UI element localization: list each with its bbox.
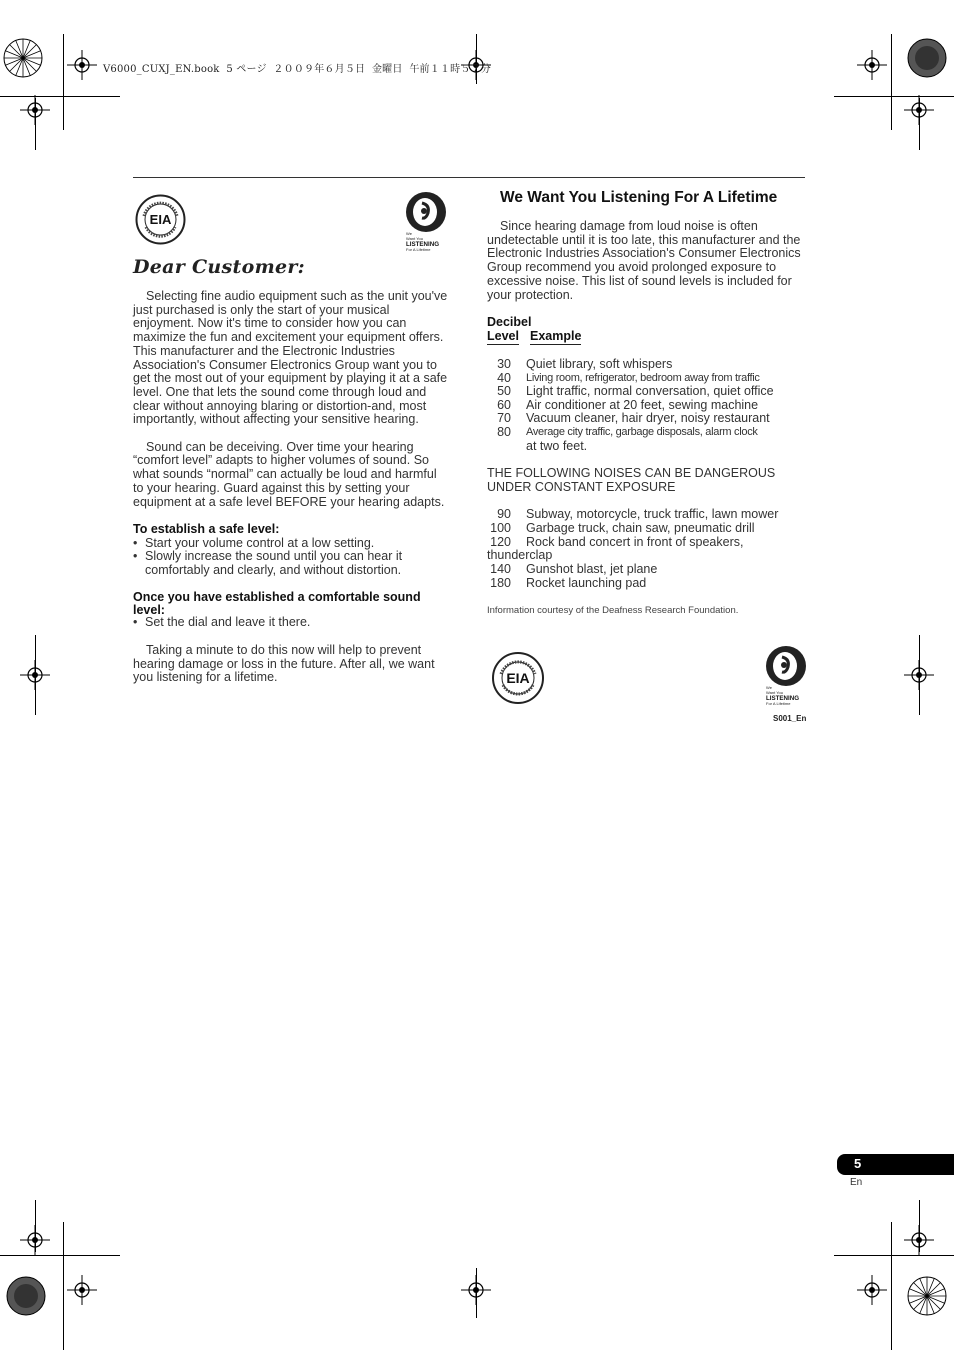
list-item: • Start your volume control at a low setting. <box>133 535 375 550</box>
svg-text:We: We <box>406 231 412 236</box>
listening-for-a-lifetime-logo <box>762 645 810 707</box>
left-column <box>133 290 449 685</box>
listening-for-a-lifetime-logo <box>402 191 450 253</box>
page-number: 5 <box>854 1156 862 1171</box>
svg-text:LISTENING: LISTENING <box>406 241 440 248</box>
bullet-icon: • <box>133 535 138 550</box>
closing-paragraph: Taking a minute to do this now will help to prevent hearing damage or loss in the future. After all, we want you listening for a lifetime. <box>133 642 435 685</box>
print-header-stamp: V6000_CUXJ_EN.book 5 ページ ２００９年６月５日 金曜日 午前１１時５７分 <box>103 64 491 75</box>
column-header-decibel: Decibel <box>487 315 532 329</box>
svg-text:EIA: EIA <box>149 212 172 227</box>
bullet-icon: • <box>133 615 138 630</box>
comfortable-level-heading: Once you have established a comfortable sound level: <box>133 590 421 617</box>
registration-mark-icon <box>857 50 887 80</box>
danger-heading: THE FOLLOWING NOISES CAN BE DANGEROUS UNDER CONSTANT EXPOSURE <box>487 466 776 494</box>
registration-mark-icon <box>67 1275 97 1305</box>
color-rosette-icon <box>907 1276 947 1316</box>
safe-level-heading: To establish a safe level: <box>133 521 280 536</box>
salutation: Dear Customer: <box>133 256 305 278</box>
page-number-tab <box>837 1154 954 1175</box>
registration-mark-icon <box>20 660 50 690</box>
color-rosette-icon <box>3 38 43 78</box>
deceiving-paragraph: Sound can be deceiving. Over time your hearing “comfort level” adapts to higher volumes of sound. So what sounds “normal” can actually be loud and harmful to your hearing. Guard against this by setting your equipment at a safe level BEFORE your hearing adapts. <box>133 439 445 509</box>
eia-logo <box>491 650 545 706</box>
source-footnote: Information courtesy of the Deafness Research Foundation. <box>487 605 739 616</box>
intro-paragraph: Selecting fine audio equipment such as the unit you've just purchased is only the start of your musical enjoyment. Now it's time to consider how you can maximize the fun and excitement your equipment offers. This manufacturer and the Electronic Industries Association's Consumer Electronics Group want you to get the most out of your equipment by playing it at a safe level. One that lets the sound come through loud and clear without annoying blaring or distortion-and, most importantly, without affecting your sensitive hearing. <box>133 289 448 427</box>
registration-mark-icon <box>461 1275 491 1305</box>
registration-mark-icon <box>20 95 50 125</box>
document-code: S001_En <box>773 714 807 723</box>
top-rule <box>133 177 805 178</box>
section-title: We Want You Listening For A Lifetime <box>500 189 778 206</box>
svg-text:LISTENING: LISTENING <box>766 695 800 702</box>
svg-text:EIA: EIA <box>506 670 530 686</box>
page-language: En <box>850 1177 863 1188</box>
registration-mark-icon <box>857 1275 887 1305</box>
svg-text:Want You: Want You <box>406 236 423 241</box>
color-rosette-icon <box>907 38 947 78</box>
table-row-continuation: thunderclap <box>487 548 553 562</box>
column-header-level: Level <box>487 329 519 343</box>
list-item: • Slowly increase the sound until you can hear it comfortably and clearly, and without distortion. <box>133 549 403 578</box>
list-item: • Set the dial and leave it there. <box>133 615 311 630</box>
svg-text:We: We <box>766 685 772 690</box>
color-rosette-icon <box>6 1276 46 1316</box>
registration-mark-icon <box>20 1225 50 1255</box>
registration-mark-icon <box>67 50 97 80</box>
registration-mark-icon <box>904 660 934 690</box>
bullet-icon: • <box>133 549 138 564</box>
svg-text:Want You: Want You <box>766 690 783 695</box>
registration-mark-icon <box>904 1225 934 1255</box>
column-header-example: Example <box>530 329 582 343</box>
svg-text:For A Lifetime: For A Lifetime <box>766 701 791 706</box>
intro-text: Since hearing damage from loud noise is often undetectable until it is too late, this manufacturer and the Electronic Industries Association's Consumer Electronics Group recommend you avoid prolonged exposure to excessive noise. This list of sound levels is included for your protection. <box>487 219 801 302</box>
svg-text:For A Lifetime: For A Lifetime <box>406 247 431 252</box>
registration-mark-icon <box>904 95 934 125</box>
eia-logo <box>135 194 186 245</box>
